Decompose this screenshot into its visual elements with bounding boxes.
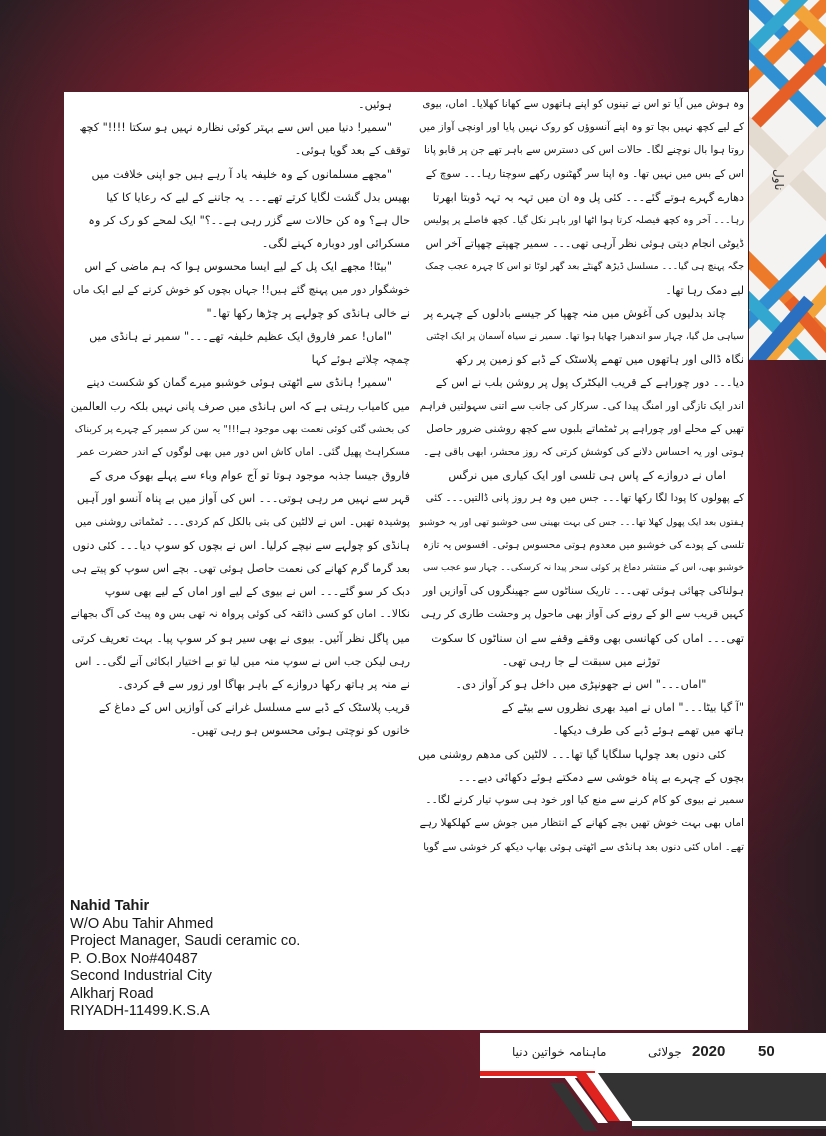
issue-month: جولائی (648, 1045, 682, 1059)
text-line: "آ گیا بیٹا۔۔۔" اماں نے امید بھری نظروں سے بیٹے کے (501, 701, 744, 715)
text-line: کے پھولوں کا پودا لگا رکھا تھا۔۔۔ جس میں وہ ہر روز پانی ڈالتیں۔۔۔ کئی (425, 492, 744, 505)
text-line: حال ہے؟ وہ کن حالات سے گزر رہی ہے۔۔؟" ایک لمحے کو رک کر وہ (88, 214, 410, 228)
article-column-right (418, 93, 744, 859)
text-line: اندر ایک تازگی اور امنگ پیدا کی۔ سرکار کی جانب سے اتنی سہولتیں فراہم (419, 399, 744, 412)
text-line: ہفتوں بعد ایک پھول کھلا تھا۔۔۔ جس کی بہت بھینی سی خوشبو تھی اور یہ خوشبو (419, 516, 744, 528)
ribbon-pattern (749, 0, 826, 360)
address-line: Second Industrial City (70, 968, 212, 984)
article-column-left (70, 93, 410, 743)
text-line: چمچہ چلاتے ہوئے کہا (311, 353, 410, 367)
text-line: سمیر نے بیوی کو کام کرنے سے منع کیا اور خود ہی سوپ تیار کرنے لگا۔۔ (425, 794, 744, 807)
section-label: ناول (772, 169, 786, 191)
text-line: ہوتی اور یہ احساس دلانے کی کوشش کرتی کہ روز محشر، ابھی باقی ہے۔ (423, 446, 744, 459)
text-line: کہیں قریب سے الو کے رونے کی آواز بھی ماحول پر وحشت طاری کر رہی (421, 608, 744, 621)
text-line: اس کے بس میں نہیں تھا۔ وہ اپنا سر گھٹنوں رکھے سوچتا رہا۔۔۔ سوچ کے (425, 167, 744, 180)
text-line: تھی۔۔۔ اماں کی کھانسی بھی وقفے وقفے سے ان سناٹوں کا سکوت (431, 631, 744, 645)
text-line: تھے۔ اماں کئی دنوں بعد ہانڈی سے اٹھتی ہوئی بھاپ دیکھ کر خوشی سے گویا (423, 841, 744, 853)
page-footer (480, 1033, 826, 1136)
text-line: لیے دمک رہا تھا۔ (665, 283, 744, 297)
text-line: "سمیر! ہانڈی سے اٹھتی ہوئی خوشبو میرے گمان کو شکست دینے (86, 376, 392, 390)
text-line: میں پاگل نظر آئیں۔ بیوی نے بھی سیر ہو کر سوپ پیا۔ بہت تعریف کرتی (71, 631, 410, 645)
text-line: چاند بدلیوں کی آغوش میں منہ چھپا کر جیسے بادلوں کے چہرے پر (423, 306, 726, 320)
text-line: اماں بھی بہت خوش تھیں بچے کھانے کے انتظار میں جوش سے کھلکھلا رہے (419, 817, 744, 830)
text-line: نے خالی ہانڈی کو چولہے پر چڑھا رکھا تھا۔" (206, 306, 410, 320)
address-line: Alkharj Road (70, 985, 154, 1002)
text-line: اماں نے دروازے کے پاس ہی تلسی اور ایک کیاری میں نرگس (448, 469, 726, 483)
text-line: ہانڈی کو چولہے سے نیچے کرلیا۔ اس نے بچوں کو سوپ دیا۔۔۔ کئی دنوں (72, 538, 410, 552)
footer-dark-block (598, 1073, 826, 1121)
text-line: بعد گرما گرم کھانے کی نعمت حاصل ہوئی تھی۔ بچے اس سوپ کو پیتے ہی (71, 562, 410, 576)
text-line: "سمیر! دنیا میں اس سے بہتر کوئی نظارہ نہیں ہو سکتا !!!!" کچھ (79, 121, 392, 135)
text-line: وہ ہوش میں آیا تو اس نے تینوں کو اپنے ہاتھوں سے کھانا کھلایا۔ اماں، بیوی (422, 98, 744, 110)
text-line: نگاہ ڈالی اور ہاتھوں میں تھمے پلاسٹک کے ڈبے کو زمین پر رکھ (455, 353, 744, 367)
text-line: رہا۔۔۔ آخر وہ کچھ فیصلہ کرتا ہوا اٹھا اور باہر نکل گیا۔ کچھ فاصلے پر پولیس (423, 215, 744, 227)
address-line: P. O.Box No#40487 (70, 950, 198, 967)
text-line: فاروق جیسا جذبہ موجود ہوتا تو آج عوام وباء سے پہلے بھوک مری کے (89, 469, 410, 483)
text-line: پوشیدہ تھیں۔ اس نے لالٹین کی بتی بالکل کم کردی۔۔۔ ٹمٹماتی روشنی میں (75, 515, 410, 528)
text-line: توڑنے میں سبقت لے جا رہی تھی۔ (501, 654, 661, 668)
text-line: ہولناکی چھائی ہوئی تھی۔۔۔ تاریک سناٹوں سے جھینگروں کی آوازیں اور (423, 585, 744, 598)
text-line: توقف کے بعد گویا ہوئی۔ (294, 144, 410, 158)
text-line: "بیٹا! مجھے ایک پل کے لیے ایسا محسوس ہوا کہ ہم ماضی کے اس (84, 260, 392, 274)
text-line: خوشبو بھی، اس کے منتشر دماغ پر کوئی سحر پیدا نہ کرسکی۔۔ چہار سو عجب سی (422, 563, 744, 574)
author-address (70, 898, 370, 1021)
page-number: 50 (758, 1043, 775, 1060)
text-line: تھیں کے محلے اور چوراہے پر ٹمٹماتے بلبوں سے کچھ روشنی ضرور حاصل (426, 422, 744, 435)
publication-name: ماہنامہ خواتین دنیا (512, 1045, 607, 1059)
footer-dark-line (632, 1126, 826, 1129)
text-line: سیاہی مل گیا، چہار سو اندھیرا چھایا ہوا تھا۔ سمیر نے سیاہ آسمان پر ایک اچٹتی (426, 331, 744, 343)
text-line: نے منہ پر ہاتھ رکھا دروازے کے باہر بھاگا اور زور سے قے کردی۔ (117, 678, 410, 692)
address-line: W/O Abu Tahir Ahmed (70, 915, 214, 932)
text-line: میں کامیاب رہتی ہے کہ اس ہانڈی میں صرف پانی نہیں بلکہ رب العالمین (70, 399, 410, 413)
text-line: دیا۔۔۔ دور چوراہے کے قریب الیکٹرک پول پر روشن بلب نے اس کے (435, 376, 744, 390)
text-line: ہاتھ میں تھمے ہوئے ڈبے کی طرف دیکھا۔ (552, 724, 744, 738)
text-line: خانوں کو نوچتی ہوئی محسوس ہو رہی تھیں۔ (190, 724, 410, 738)
text-line: روتا ہوا بال نوچنے لگا۔ حالات اس کی دسترس سے باہر تھے جن پر قابو پانا (423, 144, 744, 157)
text-line: جگہ پہنچ ہی گیا۔۔۔ مسلسل ڈیڑھ گھنٹے بعد گھر لوٹا تو اس کا چہرہ عجب چمک (425, 261, 744, 273)
address-line: Project Manager, Saudi ceramic co. (70, 933, 301, 949)
decorative-ribbon-panel (748, 0, 826, 360)
text-line: کی بخشی گئی کوئی نعمت بھی موجود ہے!!!" یہ سن کر سمیر کے چہرے پر کربناک (74, 423, 410, 435)
footer-white-line (480, 1076, 592, 1078)
author-name: Nahid Tahir (70, 898, 150, 914)
text-line: کئی دنوں بعد چولہا سلگایا گیا تھا۔۔۔ لالٹین کی مدھم روشنی میں (418, 747, 726, 761)
text-line: دھارے گہرے ہوتے گئے۔۔۔ کئی پل وہ ان میں تہہ بہ تہہ ڈوبتا ابھرتا (432, 190, 744, 204)
text-line: رہی لیکن جب اس نے سوپ منہ میں لیا تو بے اختیار ابکائی آنے لگی۔۔ اس (75, 654, 410, 668)
text-line: قہر سے نہیں مر رہی ہوتی۔۔۔ اس کی آواز میں بے پناہ آنسو اور آہیں (76, 492, 410, 506)
text-line: مسکراہٹ پھیل گئی۔ اماں کاش اس دور میں بھی لوگوں کے اندر حضرت عمر (77, 446, 410, 459)
text-line: نکالا۔۔ اماں کو کسی ذائقہ کی کوئی پرواہ نہ تھی بس وہ پیٹ کی آگ بجھانے (70, 608, 410, 621)
text-line: کے لیے کچھ نہیں بچا تو وہ اپنے آنسوؤں کو روک نہیں پایا اور اونچی آواز میں (418, 121, 744, 134)
text-line: "مجھے مسلمانوں کے وہ خلیفہ یاد آ رہے ہیں جو اپنی خلافت میں (91, 167, 392, 181)
text-line: خوشگوار دور میں پہنچ گئے ہیں!! جہاں بچوں کو خوش کرنے کے لیے ایک ماں (72, 283, 410, 296)
text-line: بھیس بدل گشت لگایا کرتے تھے۔۔۔ یہ جاننے کے لیے کہ رعایا کا کیا (106, 190, 410, 204)
issue-year: 2020 (692, 1043, 726, 1060)
text-line: "اماں! عمر فاروق ایک عظیم خلیفہ تھے۔۔۔" سمیر نے ہانڈی میں (89, 330, 392, 344)
text-line: "اماں۔۔۔" اس نے جھونپڑی میں داخل ہو کر آواز دی۔ (455, 678, 707, 692)
address-line: RIYADH-11499.K.S.A (70, 1003, 210, 1019)
footer-white-line (632, 1121, 826, 1126)
text-line: دبک کر سو گئے۔۔۔ اس نے بیوی کے لیے اور اماں کے لیے بھی سوپ (104, 585, 410, 599)
text-line: بچوں کے چہرے بے پناہ خوشی سے دمکتے ہوئے دکھائی دیے۔۔۔ (457, 770, 744, 784)
text-line: ڈیوٹی انجام دیتی ہوئی نظر آرہی تھی۔۔۔ سمیر چھپتے چھپاتے آخر اس (425, 237, 744, 251)
text-line: مسکرائی اور دوبارہ کہنے لگی۔ (261, 237, 410, 251)
text-line: ہوئیں۔ (358, 98, 392, 111)
text-line: تلسی کے پودے کی خوشبو میں معدوم ہوتی محسوس ہوئی۔ افسوس یہ تازہ (422, 539, 744, 551)
text-line: قریب پلاسٹک کے ڈبے سے مسلسل غرانے کی آوازیں اس کے دماغ کے (98, 701, 410, 715)
